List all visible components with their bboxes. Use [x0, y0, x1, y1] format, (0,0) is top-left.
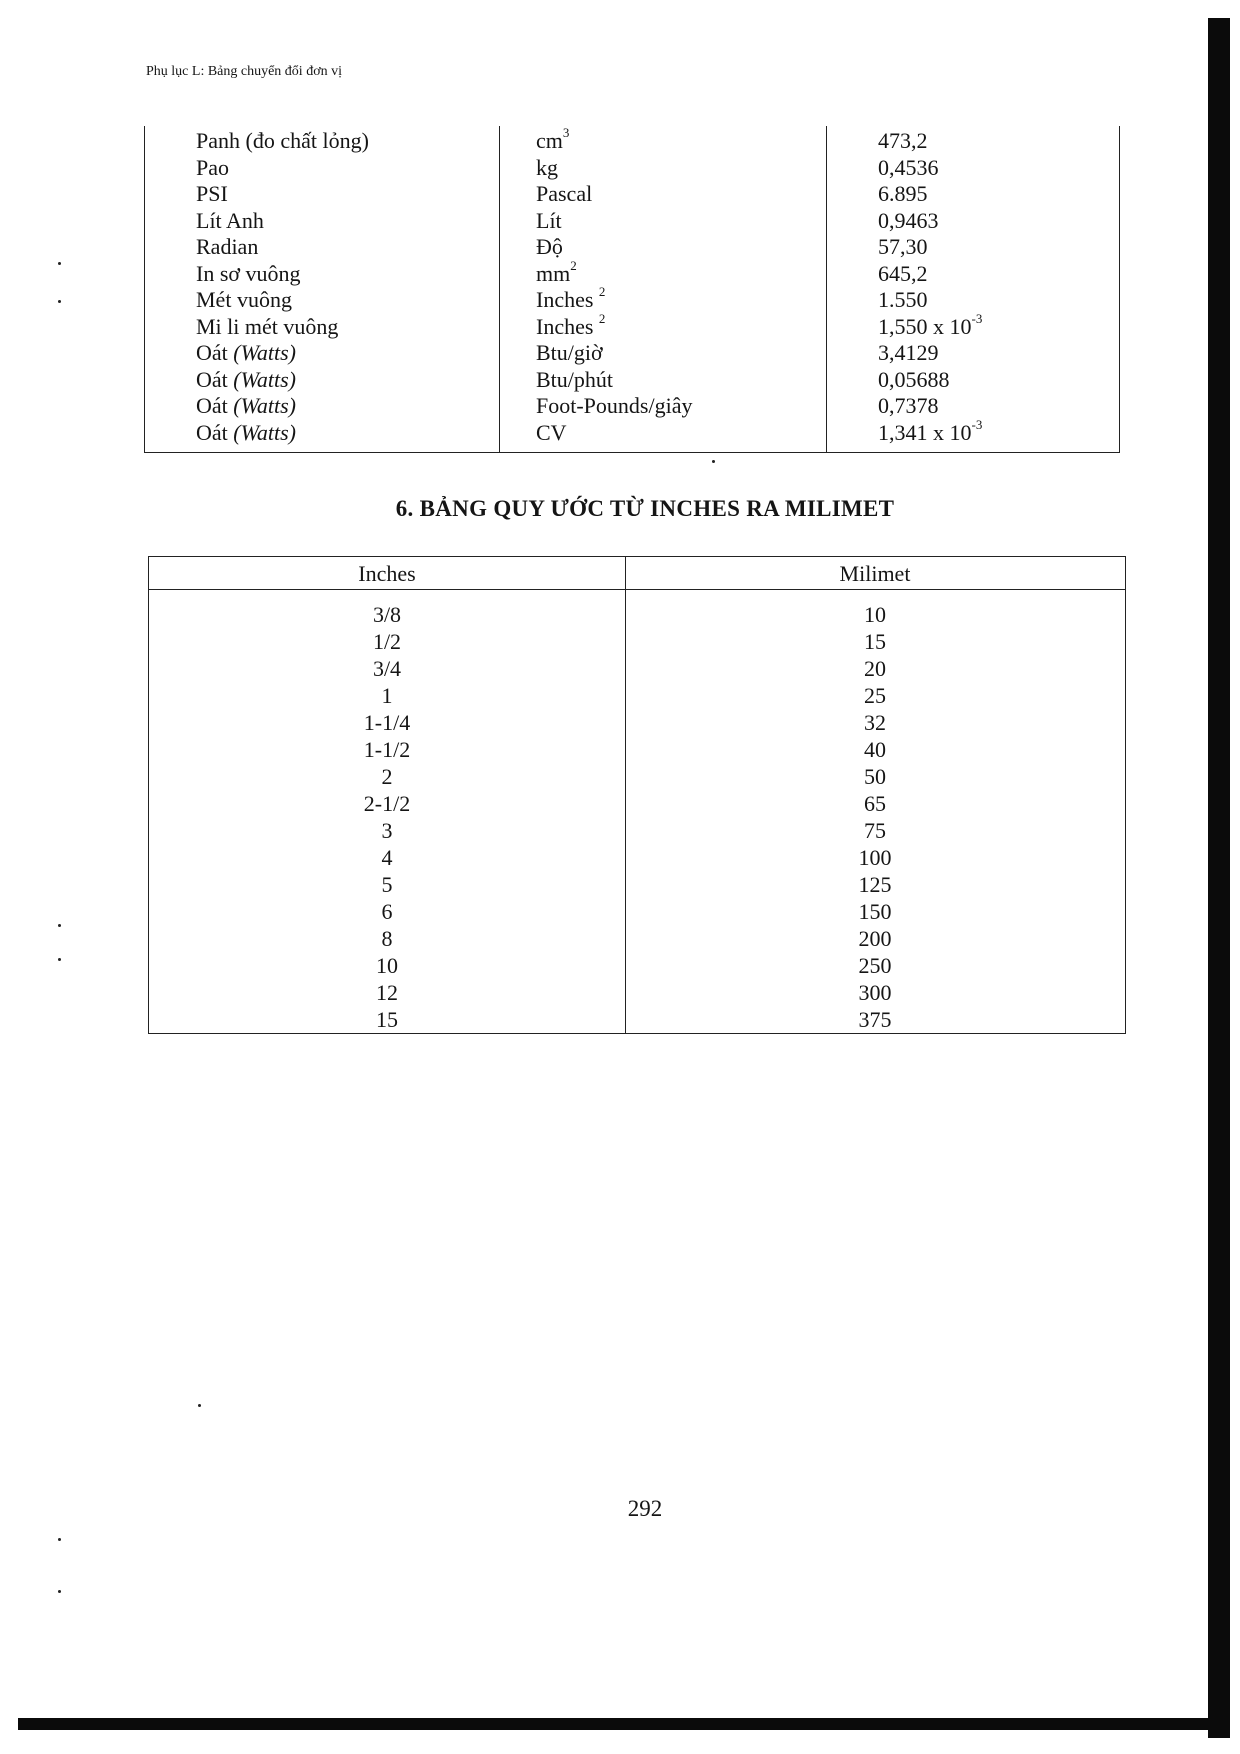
to-unit-text: kg	[536, 154, 558, 180]
inches-value: 8	[381, 926, 393, 951]
inches-value: 3	[381, 818, 393, 843]
scan-edge-bottom	[18, 1718, 1230, 1730]
column-divider-1	[499, 126, 500, 452]
from-unit-text: Oát	[196, 366, 228, 392]
column-to-unit	[536, 125, 693, 446]
milimet-value: 10	[864, 602, 886, 627]
milimet-value: 25	[864, 683, 886, 708]
milimet-value: 65	[864, 791, 886, 816]
from-unit-italic: (Watts)	[233, 340, 297, 365]
milimet-value: 75	[864, 818, 886, 843]
row-from-unit	[196, 155, 369, 182]
factor-text: 1.550	[878, 287, 928, 312]
to-unit-text: Foot-Pounds/giây	[536, 393, 693, 418]
row-from-unit	[196, 287, 369, 314]
from-unit-text: PSI	[196, 181, 228, 206]
row-from-unit	[196, 393, 369, 420]
to-unit-text: CV	[536, 419, 567, 445]
row-from-unit	[196, 261, 369, 288]
column-from-unit	[196, 128, 369, 446]
inches-value: 4	[381, 845, 393, 870]
row-factor	[878, 310, 983, 341]
from-unit-italic: (Watts)	[233, 366, 297, 392]
row-to-unit	[536, 367, 692, 394]
scan-speck	[58, 924, 61, 927]
row-from-unit	[196, 367, 369, 394]
factor-text: 473,2	[878, 128, 928, 153]
scan-speck	[58, 1538, 61, 1541]
milimet-value: 150	[858, 899, 892, 924]
milimet-value: 32	[864, 710, 886, 735]
from-unit-text: Oát	[196, 393, 228, 418]
to-unit-exponent: 2	[598, 310, 606, 326]
row-factor	[878, 261, 982, 288]
header-divider	[149, 589, 1125, 590]
from-unit-text: Pao	[196, 154, 229, 180]
scan-speck	[58, 262, 61, 265]
row-from-unit	[196, 420, 369, 447]
inches-value: 1	[381, 683, 393, 708]
table-border-right	[1119, 126, 1120, 452]
from-unit-text: Oát	[196, 340, 228, 365]
row-factor	[878, 416, 983, 447]
to-unit-text: Inches	[536, 313, 599, 339]
row-from-unit	[196, 340, 369, 367]
milimet-value: 250	[858, 953, 892, 978]
factor-text: 0,4536	[878, 154, 939, 180]
running-header: Phụ lục L: Bảng chuyển đổi đơn vị	[146, 64, 342, 79]
milimet-value: 40	[864, 737, 886, 762]
milimet-value: 125	[858, 872, 892, 897]
to-unit-exponent: 2	[570, 257, 577, 273]
row-to-unit	[536, 257, 692, 288]
to-unit-text: Lít	[536, 207, 562, 233]
to-unit-text: mm	[536, 260, 571, 286]
milimet-value: 200	[858, 926, 892, 951]
row-factor	[878, 367, 982, 394]
scan-edge-right	[1208, 18, 1230, 1738]
scan-speck	[58, 958, 61, 961]
to-unit-text: Inches	[536, 287, 599, 312]
to-unit-text: Btu/giờ	[536, 340, 603, 365]
factor-text: 0,05688	[878, 366, 950, 392]
row-to-unit	[536, 125, 692, 155]
from-unit-italic: (Watts)	[233, 419, 297, 445]
row-from-unit	[196, 234, 369, 261]
section-title: 6. BẢNG QUY ƯỚC TỪ INCHES RA MILIMET	[395, 496, 895, 521]
inches-value: 10	[376, 953, 398, 978]
factor-exponent: -3	[971, 416, 983, 432]
inches-value: 1-1/4	[363, 710, 411, 735]
inches-value: 3/4	[372, 656, 402, 681]
to-unit-exponent: 3	[562, 125, 570, 140]
milimet-value: 15	[864, 629, 886, 654]
from-unit-text: Oát	[196, 419, 228, 445]
row-to-unit	[536, 181, 692, 208]
row-factor	[878, 128, 982, 155]
inches-value: 6	[381, 899, 393, 924]
to-unit-exponent: 2	[598, 284, 606, 299]
scan-speck	[58, 300, 61, 303]
factor-text: 645,2	[878, 260, 928, 286]
scan-speck	[712, 460, 715, 463]
row-to-unit	[536, 420, 692, 447]
factor-text: 0,7378	[878, 393, 939, 418]
scan-speck	[198, 1404, 201, 1407]
inches-value: 2	[381, 764, 393, 789]
scan-speck	[58, 1590, 61, 1593]
row-factor	[878, 155, 982, 182]
factor-exponent: -3	[971, 310, 983, 326]
factor-text: 0,9463	[878, 207, 939, 233]
from-unit-text: Panh (đo chất lỏng)	[196, 128, 369, 153]
to-unit-text: Btu/phút	[536, 366, 614, 392]
row-to-unit	[536, 155, 692, 182]
column-factor	[878, 128, 982, 446]
inches-value: 15	[376, 1007, 398, 1032]
inches-value: 1-1/2	[363, 737, 411, 762]
column-divider-2	[826, 126, 827, 452]
row-to-unit	[536, 393, 692, 420]
row-factor	[878, 208, 982, 235]
page-number: 292	[627, 1496, 663, 1521]
to-unit-text: Pascal	[536, 181, 593, 206]
row-factor	[878, 340, 982, 367]
milimet-value: 300	[858, 980, 892, 1005]
row-from-unit	[196, 128, 369, 155]
inches-value: 12	[376, 980, 398, 1005]
from-unit-text: In sơ vuông	[196, 260, 301, 286]
row-to-unit	[536, 284, 692, 314]
from-unit-text: Mi li mét vuông	[196, 313, 339, 339]
row-to-unit	[536, 310, 692, 341]
milimet-value: 100	[858, 845, 892, 870]
from-unit-text: Lít Anh	[196, 207, 264, 233]
row-to-unit	[536, 208, 692, 235]
inches-value: 2-1/2	[363, 791, 411, 816]
factor-text: 1,550 x 10	[878, 313, 972, 339]
factor-text: 6.895	[878, 181, 928, 206]
row-from-unit	[196, 208, 369, 235]
factor-text: 1,341 x 10	[878, 419, 972, 445]
header-inches: Inches	[358, 561, 416, 586]
from-unit-text: Radian	[196, 234, 259, 259]
from-unit-italic: (Watts)	[233, 393, 297, 418]
milimet-value: 20	[864, 656, 886, 681]
unit-conversion-table	[144, 126, 1120, 453]
inches-value: 3/8	[372, 602, 402, 627]
to-unit-text: cm	[536, 128, 563, 153]
from-unit-text: Mét vuông	[196, 287, 292, 312]
factor-text: 3,4129	[878, 340, 939, 365]
row-from-unit	[196, 314, 369, 341]
inches-value: 1/2	[372, 629, 402, 654]
column-inches	[149, 601, 625, 1033]
to-unit-text: Độ	[536, 234, 563, 259]
factor-text: 57,30	[878, 234, 928, 259]
row-factor	[878, 393, 982, 420]
header-milimet: Milimet	[839, 561, 911, 586]
milimet-value: 50	[864, 764, 886, 789]
row-to-unit	[536, 340, 692, 367]
row-to-unit	[536, 234, 692, 261]
row-factor	[878, 287, 982, 314]
table-border-left	[144, 126, 145, 452]
column-milimet	[625, 601, 1125, 1033]
row-from-unit	[196, 181, 369, 208]
row-factor	[878, 234, 982, 261]
inches-value: 5	[381, 872, 393, 897]
row-factor	[878, 181, 982, 208]
milimet-value: 375	[858, 1007, 892, 1032]
inches-to-millimeter-table	[148, 556, 1126, 1034]
